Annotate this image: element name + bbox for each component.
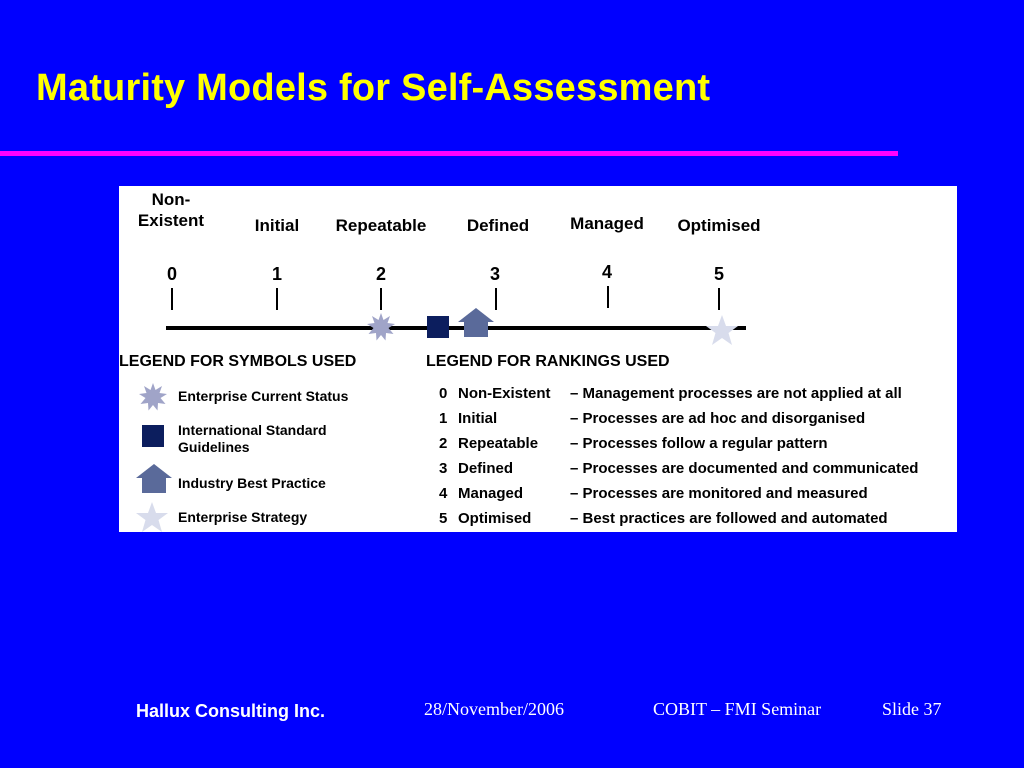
ranking-number: 0 xyxy=(439,385,448,402)
ranking-row xyxy=(119,460,957,480)
level-number-5: 5 xyxy=(713,264,725,284)
level-label-3: Defined xyxy=(466,216,530,235)
ranking-number: 3 xyxy=(439,460,448,477)
level-tick-1 xyxy=(276,288,278,310)
level-number-0: 0 xyxy=(166,264,178,284)
level-label-5: Optimised xyxy=(677,216,761,235)
level-tick-0 xyxy=(171,288,173,310)
level-label-2: Repeatable xyxy=(335,216,427,235)
ranking-number: 4 xyxy=(439,485,448,502)
level-label-1: Initial xyxy=(254,216,300,235)
ranking-name: Non-Existent xyxy=(458,385,551,402)
ranking-row xyxy=(119,510,957,530)
legend-symbol-label: International Standard Guidelines xyxy=(178,422,327,455)
maturity-diagram xyxy=(119,186,957,532)
international-standard-marker xyxy=(426,315,450,339)
ranking-row xyxy=(119,385,957,405)
industry-best-practice-marker xyxy=(457,307,495,339)
ranking-row xyxy=(119,435,957,455)
ranking-description: – Processes are documented and communicated xyxy=(570,460,919,477)
footer-date: 28/November/2006 xyxy=(424,699,564,719)
title-divider xyxy=(0,151,898,156)
legend-symbol-label: Enterprise Current Status xyxy=(178,388,349,404)
enterprise-strategy-marker xyxy=(705,314,739,346)
level-tick-2 xyxy=(380,288,382,310)
level-tick-5 xyxy=(718,288,720,310)
enterprise-current-status-marker xyxy=(366,312,396,342)
ranking-row xyxy=(119,410,957,430)
ranking-name: Repeatable xyxy=(458,435,539,452)
ranking-name: Optimised xyxy=(458,510,532,527)
level-tick-4 xyxy=(607,286,609,308)
slide-title: Maturity Models for Self-Assessment xyxy=(36,67,711,109)
ranking-name: Defined xyxy=(458,460,514,477)
ranking-row xyxy=(119,485,957,505)
footer-organization: Hallux Consulting Inc. xyxy=(136,701,326,721)
ranking-description: – Processes are ad hoc and disorganised xyxy=(570,410,866,427)
ranking-description: – Best practices are followed and automated xyxy=(570,510,888,527)
ranking-description: – Processes follow a regular pattern xyxy=(570,435,828,452)
ranking-name: Managed xyxy=(458,485,524,502)
ranking-name: Initial xyxy=(458,410,498,427)
level-tick-3 xyxy=(495,288,497,310)
ranking-description: – Management processes are not applied at all xyxy=(570,385,902,402)
footer-slide-number: Slide 37 xyxy=(882,699,942,719)
ranking-number: 2 xyxy=(439,435,448,452)
legend-symbol-label: Enterprise Strategy xyxy=(178,509,308,525)
level-number-2: 2 xyxy=(375,264,387,284)
ranking-description: – Processes are monitored and measured xyxy=(570,485,868,502)
footer-event: COBIT – FMI Seminar xyxy=(653,699,822,719)
legend-symbols-heading: LEGEND FOR SYMBOLS USED xyxy=(119,353,357,370)
level-label-4: Managed xyxy=(570,214,644,233)
ranking-number: 1 xyxy=(439,410,448,427)
level-number-1: 1 xyxy=(271,264,283,284)
legend-rankings-heading: LEGEND FOR RANKINGS USED xyxy=(426,353,670,370)
level-number-3: 3 xyxy=(489,264,501,284)
level-label-0: Non- Existent xyxy=(137,190,205,230)
legend-symbol-label: Industry Best Practice xyxy=(178,475,326,491)
slide-footer xyxy=(0,699,1024,723)
level-number-4: 4 xyxy=(601,262,613,282)
ranking-number: 5 xyxy=(439,510,448,527)
maturity-scale-line xyxy=(166,326,746,330)
